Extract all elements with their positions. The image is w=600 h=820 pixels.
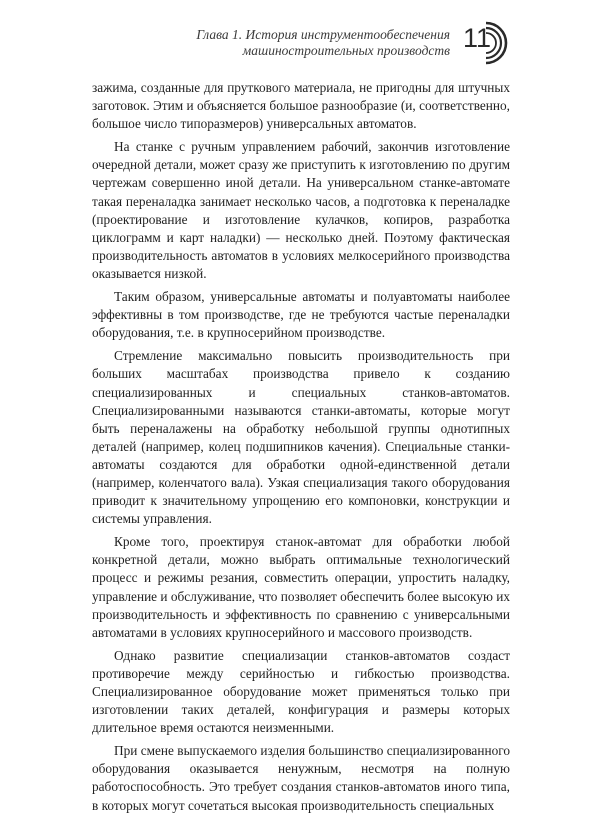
page-number: 11 <box>463 23 492 53</box>
paragraph: Кроме того, проектируя станок-автомат для обработки любой конкретной детали, можно выбрать оптимальные технологический процесс и режимы резания, совместить операции, упростить наладку, управление и обслуживание, что позволяет обеспечить более высокую их производительность и эффективность по сравнению с универсальными автоматами в условиях крупносерийного и массового производств. <box>92 534 510 640</box>
body-text <box>92 79 510 820</box>
paragraph: На станке с ручным управлением рабочий, закончив изготовление очередной детали, может сразу же приступить к изготовлению по другим чертежам совершенно иной детали. На универсальном станке-автомате такая переналадка занимает несколько часов, а подготовка к переналадке (проектирование и изготовление кулачков, копиров, разработка циклограмм и карт наладки) — несколько дней. Поэтому фактическая производительность автоматов в условиях мелкосерийного производства оказывается низкой. <box>92 139 510 281</box>
header-chapter-title: Глава 1. История инструментообеспечения <box>196 27 450 42</box>
running-header <box>150 27 450 58</box>
header-chapter-subtitle: машиностроительных производств <box>242 42 450 58</box>
paragraph: зажима, созданные для пруткового материала, не пригодны для штучных заготовок. Этим и объясняется большое разнообразие (и, соответственно, большое число типоразмеров) универсальных автоматов. <box>92 80 510 132</box>
paragraph: Однако развитие специализации станков-автоматов создаст противоречие между серийностью и гибкостью производства. Специализированное оборудование может применяться только при изготовлении таких деталей, конфигурация и размеры которых длительное время остаются неизменными. <box>92 647 510 736</box>
decorative-arcs-icon <box>468 20 514 66</box>
paragraph: Таким образом, универсальные автоматы и полуавтоматы наиболее эффективны в том производстве, где не требуются частые переналадки оборудования, т.е. в крупносерийном производстве. <box>92 289 510 341</box>
paragraph: При смене выпускаемого изделия большинство специализированного оборудования оказывается ненужным, несмотря на полную работоспособность. Это требует создания станков-автоматов иного типа, в которых могут сочетаться высокая производительность специальных <box>92 743 510 813</box>
paragraph: Стремление максимально повысить производительность при больших масштабах производства привело к созданию специализированных и специальных станков-автоматов. Специализированными называются станки-автоматы, которые могут быть переналажены на обработку небольшой группы однотипных деталей (например, колец подшипников качения). Специальные станки-автоматы создаются для обработки одной-единственной детали (например, коленчатого вала). Узкая специализация такого оборудования приводит к значительному упрощению его компоновки, конструкции и системы управления. <box>92 348 510 527</box>
